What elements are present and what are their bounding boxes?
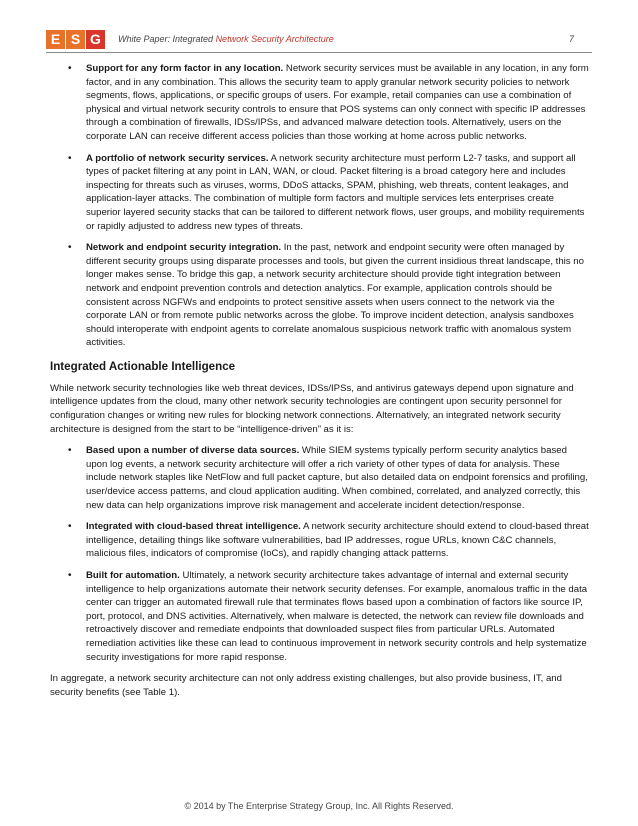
bullet-list-capabilities <box>50 62 590 350</box>
bullet-list-intelligence <box>50 444 590 664</box>
list-item <box>50 62 590 144</box>
logo-letter-g: G <box>86 30 105 49</box>
list-item <box>50 241 590 350</box>
bullet-lead: Support for any form factor in any location. <box>86 63 284 74</box>
page-header <box>0 0 638 52</box>
bullet-text: Network security services must be available in any location, in any form factor, and in any combination. This allows the security team to apply granular network security policies to network segments, flows, applications, or specific groups of users. For example, retail companies can use a combination of physical and virtual network security controls to ensure that POS systems can only connect with specific IP addresses through a combination of firewalls, IDSs/IPSs, and advanced malware detection tools. Alternatively, users on the corporate LAN can receive different access policies than those working at home across public networks. <box>86 63 589 142</box>
list-item <box>50 444 590 512</box>
document-title-accent: Network Security Architecture <box>215 34 334 44</box>
document-title <box>118 34 334 44</box>
esg-logo <box>46 30 106 49</box>
page-number: 7 <box>568 34 574 44</box>
logo-letter-s: S <box>66 30 85 49</box>
page-content <box>50 62 590 707</box>
bullet-text: Ultimately, a network security architecture takes advantage of internal and external security intelligence to help organizations automate their network security defenses. For example, anomalous traffic in the data center can trigger an automated firewall rule that terminates flows based upon a combination of factors like source IP, port, protocol, and DNS activities. Alternatively, when malware is detected, the network can review file downloads and retroactively discover and remediate endpoints that downloaded suspect files from particular URLs. Automated remediation activities like these can lead to continuous improvement in network security controls and help systematize security investigations for more rapid response. <box>86 570 588 663</box>
list-item <box>50 569 590 664</box>
bullet-lead: Network and endpoint security integration. <box>86 242 282 254</box>
section-intro: While network security technologies like web threat devices, IDSs/IPSs, and antivirus gateways depend upon signature and intelligence updates from the cloud, many other network security technologies are contingent upon security personnel for configuration changes or writing new rules for blocking network connections. Alternatively, an integrated network security architecture is designed from the start to be “intelligence-driven” as it is: <box>50 382 574 435</box>
section-heading: Integrated Actionable Intelligence <box>50 359 236 373</box>
logo-letter-e: E <box>46 30 65 49</box>
bullet-lead: Integrated with cloud-based threat intelligence. <box>86 521 301 533</box>
bullet-text: While SIEM systems typically perform security analytics based upon log events, a network security architecture will offer a rich variety of other types of data for analysis. These include network staples like NetFlow and full packet capture, but also detailed data on endpoint forensics and profiling, user/device access patterns, and cloud application auditing. When combined, correlated, and analyzed correctly, this new data can help organizations improve risk management and accelerate incident detection/response. <box>86 445 588 511</box>
bullet-lead: Based upon a number of diverse data sources. <box>86 445 300 457</box>
bullet-text: A network security architecture should extend to cloud-based threat intelligence, detailing things like software vulnerabilities, bad IP addresses, rogue URLs, known C&C channels, malicious files, indicators of compromise (IoCs), and rapidly changing attack patterns. <box>86 521 589 560</box>
document-title-prefix: White Paper: Integrated <box>118 34 216 44</box>
list-item <box>50 520 590 561</box>
page-footer: © 2014 by The Enterprise Strategy Group, Inc. All Rights Reserved. <box>184 801 454 811</box>
closing-paragraph: In aggregate, a network security architecture can not only address existing challenges, but also provide business, IT, and security benefits (see Table 1). <box>50 673 562 698</box>
list-item <box>50 152 590 234</box>
header-rule <box>46 52 592 53</box>
bullet-text: In the past, network and endpoint security were often managed by different security groups using disparate processes and tools, but given the current insidious threat landscape, this no longer makes sense. To bridge this gap, a network security architecture should provide tight integration between network and endpoint prevention controls and detection analytics. For example, application controls should be consistent across NGFWs and endpoints to protect sensitive assets when users connect to the network via the corporate LAN or from remote public networks across the globe. To improve incident detection, analysis sandboxes should interoperate with endpoint agents to correlate anomalous suspicious network traffic with anomalous system activities. <box>86 242 584 349</box>
bullet-lead: A portfolio of network security services. <box>86 152 269 164</box>
bullet-text: A network security architecture must perform L2-7 tasks, and support all types of packet filtering at any point in LAN, WAN, or cloud. Packet filtering is a broad category here and includes inspecting for threats such as viruses, worms, DDoS attacks, SPAM, phishing, web threats, content leakages, and application-layer attacks. The combination of multiple form factors and multiple services lets enterprises create superior layered security stacks that can be tailored to different network flows, user groups, and mobility requirements or rapidly adjusted to address new types of threats. <box>86 152 585 232</box>
bullet-lead: Built for automation. <box>86 570 180 581</box>
